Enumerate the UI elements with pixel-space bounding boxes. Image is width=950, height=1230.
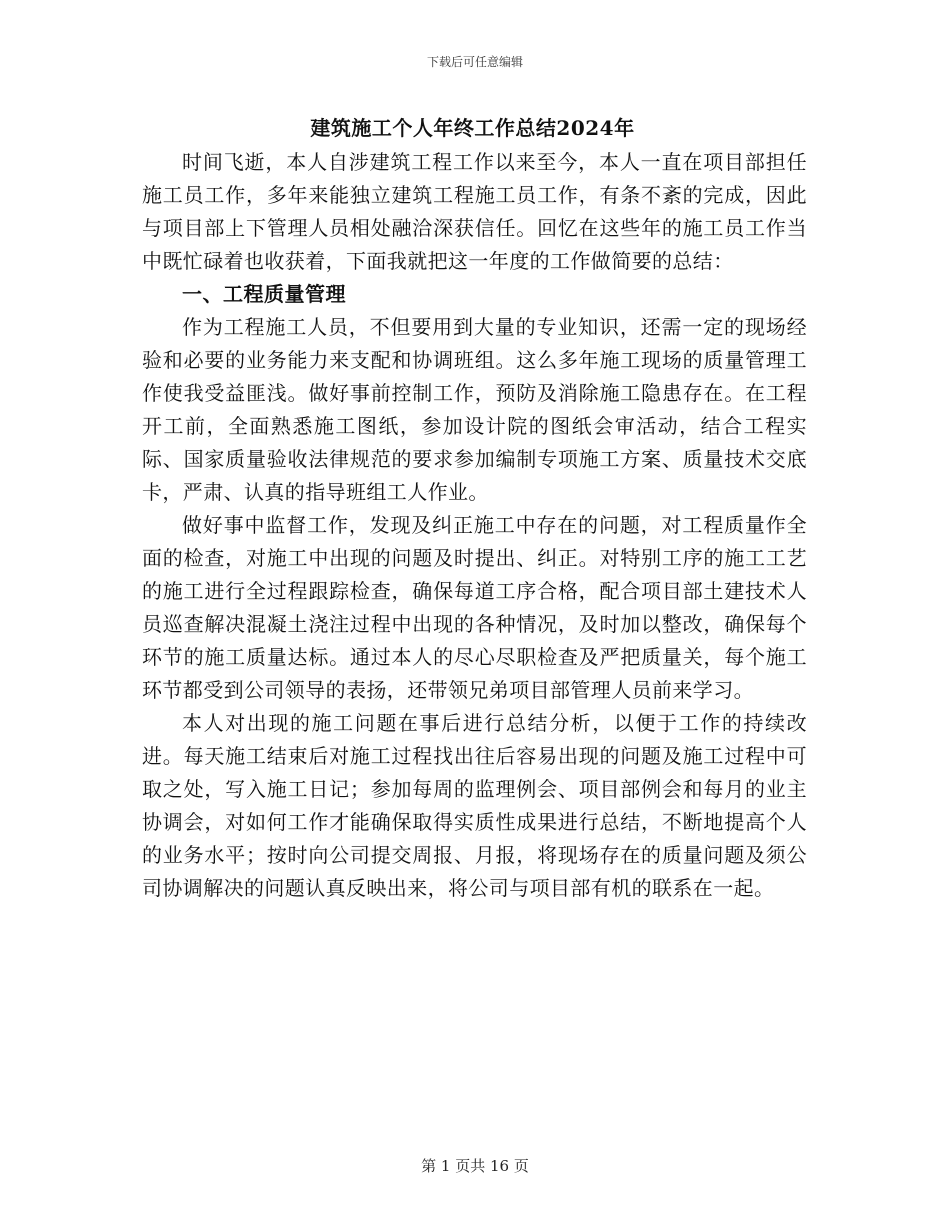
document-body xyxy=(142,146,807,905)
document-title: 建筑施工个人年终工作总结2024年 xyxy=(310,116,635,140)
body-paragraph-3: 本人对出现的施工问题在事后进行总结分析，以便于工作的持续改进。每天施工结束后对施工过程找出往后容易出现的问题及施工过程中可取之处，写入施工日记；参加每周的监理例会、项目部例会和每月的业主协调会，对如何工作才能确保取得实质性成果进行总结，不断地提高个人的业务水平；按时向公司提交周报、月报，将现场存在的质量问题及须公司协调解决的问题认真反映出来，将公司与项目部有机的联系在一起。 xyxy=(142,711,807,900)
intro-paragraph: 时间飞逝，本人自涉建筑工程工作以来至今，本人一直在项目部担任施工员工作，多年来能独立建筑工程施工员工作，有条不紊的完成，因此与项目部上下管理人员相处融洽深获信任。回忆在这些年的施工员工作当中既忙碌着也收获着，下面我就把这一年度的工作做简要的总结： xyxy=(142,150,807,273)
page-header: 下载后可任意编辑 xyxy=(426,55,523,69)
section-heading-quality: 一、工程质量管理 xyxy=(182,282,346,306)
body-paragraph-2: 做好事中监督工作，发现及纠正施工中存在的问题，对工程质量作全面的检查，对施工中出现的问题及时提出、纠正。对特别工序的施工工艺的施工进行全过程跟踪检查，确保每道工序合格，配合项目部土建技术人员巡查解决混凝土浇注过程中出现的各种情况，及时加以整改，确保每个环节的施工质量达标。通过本人的尽心尽职检查及严把质量关，每个施工环节都受到公司领导的表扬，还带领兄弟项目部管理人员前来学习。 xyxy=(142,513,807,702)
page-number-footer: 第 1 页共 16 页 xyxy=(421,1157,529,1175)
body-paragraph-1: 作为工程施工人员，不但要用到大量的专业知识，还需一定的现场经验和必要的业务能力来支配和协调班组。这么多年施工现场的质量管理工作使我受益匪浅。做好事前控制工作，预防及消除施工隐患存在。在工程开工前，全面熟悉施工图纸，参加设计院的图纸会审活动，结合工程实际、国家质量验收法律规范的要求参加编制专项施工方案、质量技术交底卡，严肃、认真的指导班组工人作业。 xyxy=(142,315,807,504)
